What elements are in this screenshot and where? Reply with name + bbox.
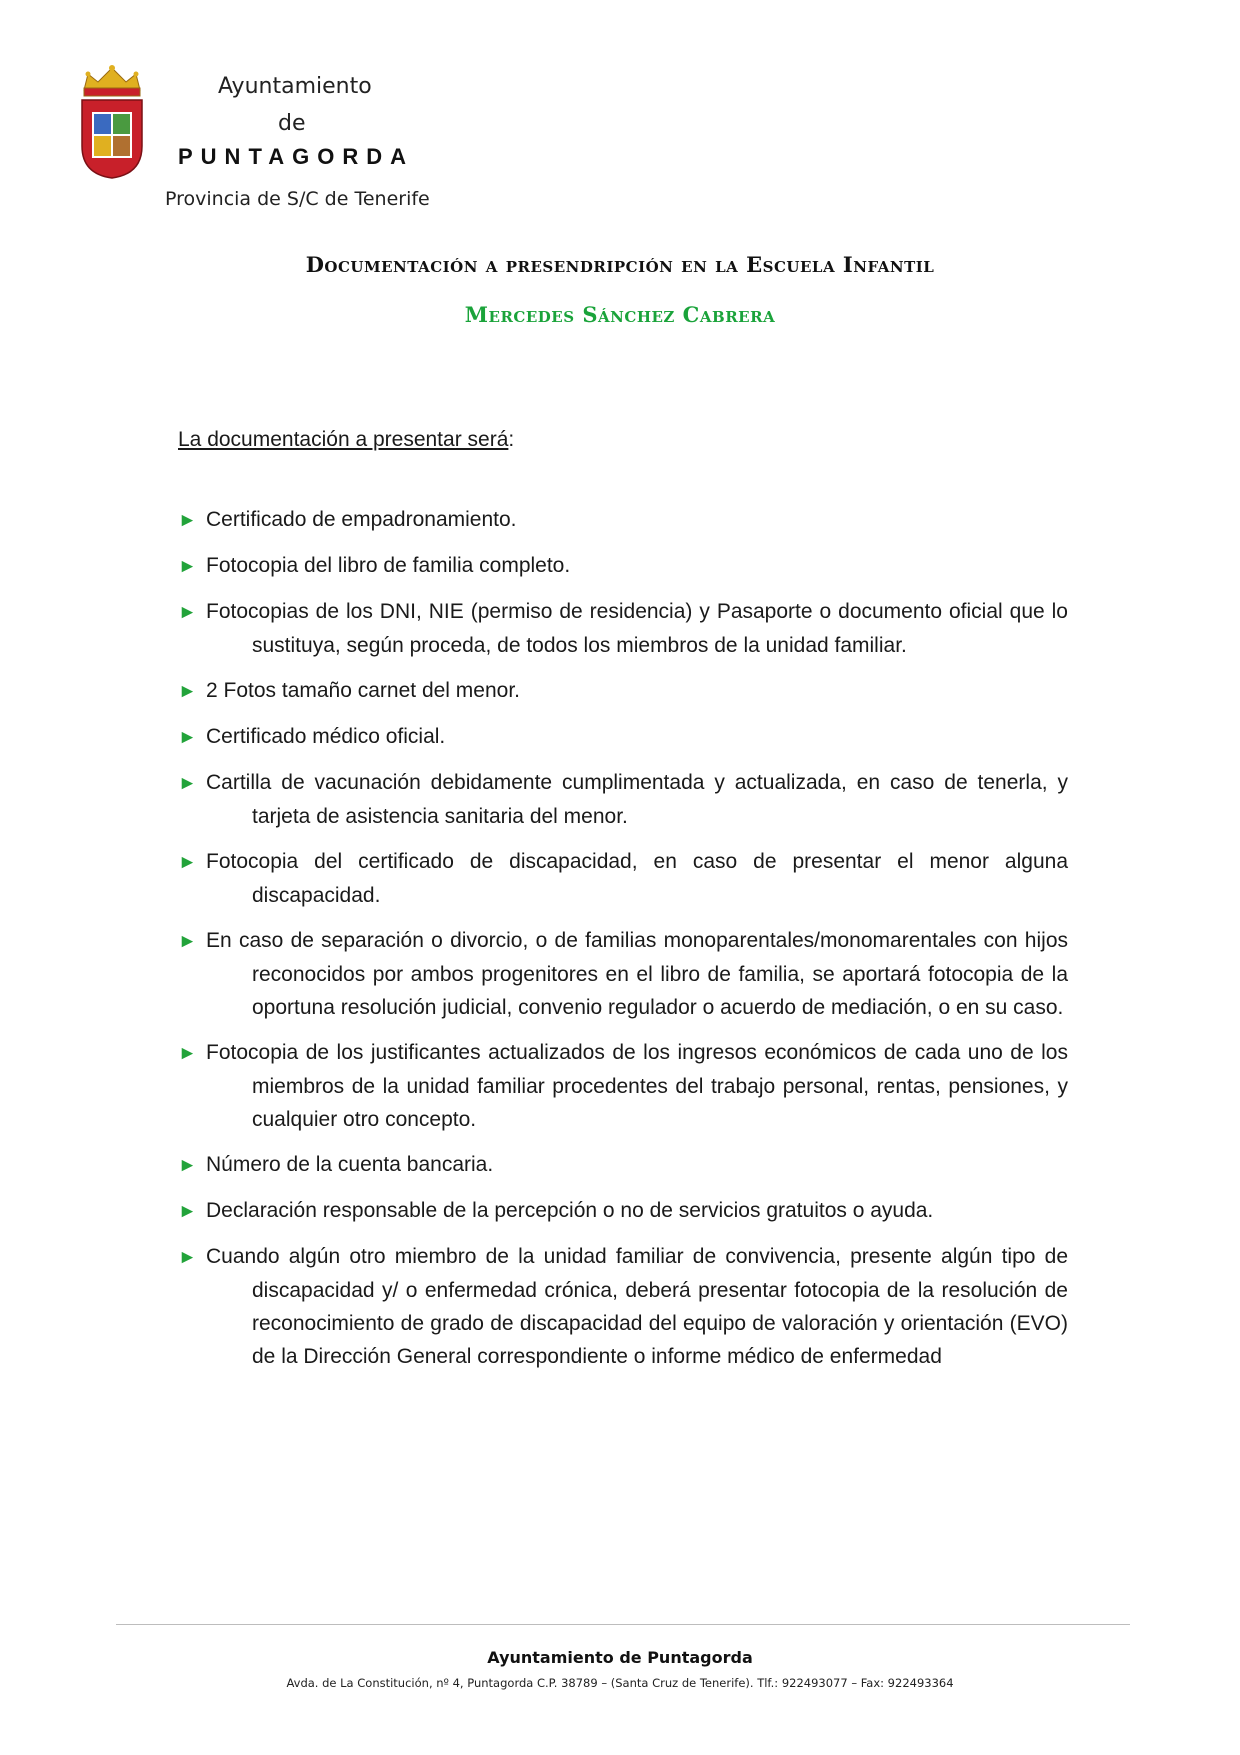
list-item: ► 2 Fotos tamaño carnet del menor. [178, 674, 1068, 708]
footer-divider [116, 1624, 1130, 1625]
bullet-icon: ► [178, 556, 197, 577]
bullet-icon: ► [178, 1043, 197, 1064]
bullet-icon: ► [178, 773, 197, 794]
list-item: ► Declaración responsable de la percepción o no de servicios gratuitos o ayuda. [178, 1194, 1068, 1228]
province: Provincia de S/C de Tenerife [165, 188, 430, 210]
footer-org-name: Ayuntamiento de Puntagorda [487, 1648, 753, 1667]
list-item: ► Cuando algún otro miembro de la unidad familiar de convivencia, presente algún tipo de discapacidad y/ o enfermedad crónica, deberá presentar fotocopia de la resolución de reconocimiento de grado de discapacidad del equipo de valoración y orientación (EVO) de la Dirección General correspondiente o informe médico de enfermedad [178, 1240, 1068, 1373]
intro-text [178, 428, 514, 452]
list-item: ► Fotocopia del certificado de discapacidad, en caso de presentar el menor alguna discapacidad. [178, 845, 1068, 912]
bullet-icon: ► [178, 727, 197, 748]
list-item: ► Número de la cuenta bancaria. [178, 1148, 1068, 1182]
bullet-icon: ► [178, 1201, 197, 1222]
list-item: ► Cartilla de vacunación debidamente cumplimentada y actualizada, en caso de tenerla, y tarjeta de asistencia sanitaria del menor. [178, 766, 1068, 833]
intro-label: La documentación a presentar será [178, 428, 509, 451]
bullet-icon: ► [178, 510, 197, 531]
bullet-icon: ► [178, 852, 197, 873]
footer-address: Avda. de La Constitución, nº 4, Puntagorda C.P. 38789 – (Santa Cruz de Tenerife). Tlf.: 922493077 – Fax: 922493364 [286, 1676, 954, 1690]
bullet-icon: ► [178, 931, 197, 952]
bullet-icon: ► [178, 1247, 197, 1268]
intro-colon: : [508, 428, 515, 451]
documents-list [178, 503, 1068, 1385]
list-item: ► Certificado de empadronamiento. [178, 503, 1068, 537]
org-line-1: Ayuntamiento [218, 74, 372, 99]
org-line-2: de [278, 111, 306, 136]
list-item: ► Fotocopias de los DNI, NIE (permiso de residencia) y Pasaporte o documento oficial que lo sustituya, según proceda, de todos los miembros de la unidad familiar. [178, 595, 1068, 662]
org-name: PUNTAGORDA [178, 144, 415, 169]
list-item: ► En caso de separación o divorcio, o de familias monoparentales/monomarentales con hijos reconocidos por ambos progenitores en el libro de familia, se aportará fotocopia de la oportuna resolución judicial, convenio regulador o acuerdo de mediación, o en su caso. [178, 924, 1068, 1024]
list-item: ► Certificado médico oficial. [178, 720, 1068, 754]
bullet-icon: ► [178, 681, 197, 702]
list-item: ► Fotocopia del libro de familia completo. [178, 549, 1068, 583]
page-title: Documentación a presendripción en la Escuela Infantil [305, 252, 935, 277]
list-item: ► Fotocopia de los justificantes actualizados de los ingresos económicos de cada uno de los miembros de la unidad familiar procedentes del trabajo personal, rentas, pensiones, y cualquier otro concepto. [178, 1036, 1068, 1136]
coat-of-arms-icon [78, 62, 146, 180]
bullet-icon: ► [178, 1155, 197, 1176]
bullet-icon: ► [178, 602, 197, 623]
school-name: Mercedes Sánchez Cabrera [464, 302, 776, 327]
